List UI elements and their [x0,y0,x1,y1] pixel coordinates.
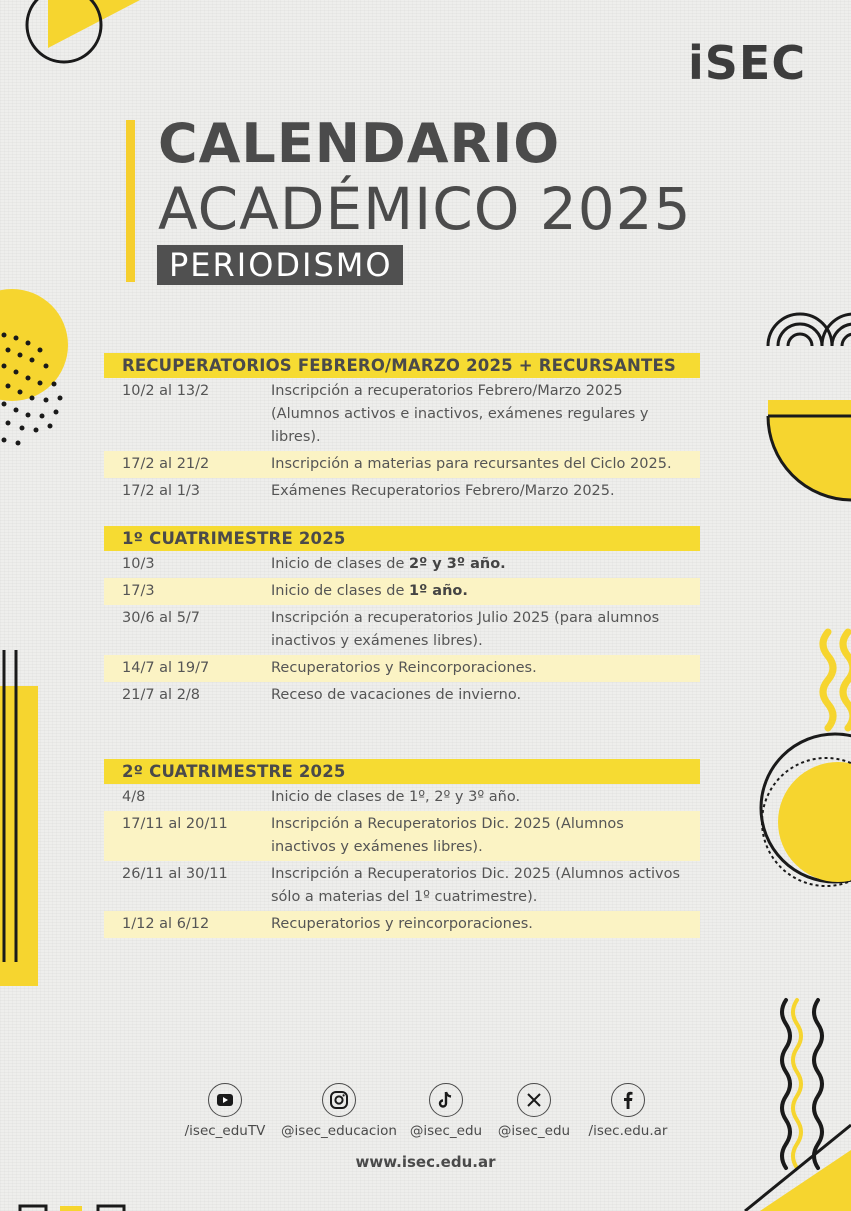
date: 17/3 [122,583,155,599]
date: 10/2 al 13/2 [122,383,210,399]
list-item [104,378,700,451]
x-icon[interactable] [517,1083,551,1117]
social-handle[interactable]: /isec.edu.ar [588,1123,668,1139]
description: Inicio de clases de 1º, 2º y 3º año. [271,789,521,805]
social-youtube[interactable] [180,1083,270,1139]
date: 14/7 al 19/7 [122,660,210,676]
section-heading: 1º CUATRIMESTRE 2025 [104,526,700,551]
youtube-icon[interactable] [208,1083,242,1117]
social-facebook[interactable] [584,1083,672,1139]
description: Receso de vacaciones de invierno. [271,687,522,703]
tiktok-icon[interactable] [429,1083,463,1117]
description: Inscripción a Recuperatorios Dic. 2025 (Alumnos inactivos y exámenes libres). [271,816,624,855]
list-item [104,784,700,811]
social-tiktok[interactable] [406,1083,486,1139]
list-item [104,578,700,605]
list-item [104,861,700,911]
date: 30/6 al 5/7 [122,610,201,626]
section-recuperatorios [104,353,700,505]
list-item [104,911,700,938]
career-badge: PERIODISMO [157,245,403,285]
section-primer-cuatrimestre [104,526,700,709]
description: Inscripción a Recuperatorios Dic. 2025 (Alumnos activos sólo a materias del 1º cuatrimestre). [271,866,681,905]
description: Inscripción a recuperatorios Julio 2025 (para alumnos inactivos y exámenes libres). [271,610,660,649]
list-item [104,451,700,478]
description: Inicio de clases de 1º año. [271,583,468,599]
title-accent-bar [126,120,135,282]
description: Recuperatorios y reincorporaciones. [271,916,533,932]
section-segundo-cuatrimestre [104,759,700,938]
date: 4/8 [122,789,146,805]
list-item [104,605,700,655]
description: Inscripción a materias para recursantes del Ciclo 2025. [271,456,672,472]
section-heading: 2º CUATRIMESTRE 2025 [104,759,700,784]
section-heading: RECUPERATORIOS FEBRERO/MARZO 2025 + RECURSANTES [104,353,700,378]
title-line-1: CALENDARIO [158,112,561,175]
website-link[interactable]: www.isec.edu.ar [355,1153,496,1171]
date: 17/11 al 20/11 [122,816,228,832]
date: 17/2 al 1/3 [122,483,201,499]
isec-logo: iSEC [688,36,807,90]
list-item [104,682,700,709]
date: 21/7 al 2/8 [122,687,201,703]
social-instagram[interactable] [280,1083,398,1139]
description: Exámenes Recuperatorios Febrero/Marzo 2025. [271,483,615,499]
list-item [104,551,700,578]
facebook-icon[interactable] [611,1083,645,1117]
social-handle[interactable]: @isec_edu [409,1123,483,1139]
description: Inscripción a recuperatorios Febrero/Marzo 2025 (Alumnos activos e inactivos, exámenes regulares y libres). [271,383,649,445]
instagram-icon[interactable] [322,1083,356,1117]
description: Recuperatorios y Reincorporaciones. [271,660,537,676]
description: Inicio de clases de 2º y 3º año. [271,556,506,572]
list-item [104,655,700,682]
social-handle[interactable]: @isec_edu [497,1123,571,1139]
list-item [104,478,700,505]
date: 17/2 al 21/2 [122,456,210,472]
social-x[interactable] [494,1083,574,1139]
title-line-2: ACADÉMICO 2025 [158,175,692,243]
list-item [104,811,700,861]
date: 10/3 [122,556,155,572]
social-handle[interactable]: /isec_eduTV [184,1123,266,1139]
social-handle[interactable]: @isec_educacion [281,1123,397,1139]
date: 26/11 al 30/11 [122,866,228,882]
date: 1/12 al 6/12 [122,916,210,932]
